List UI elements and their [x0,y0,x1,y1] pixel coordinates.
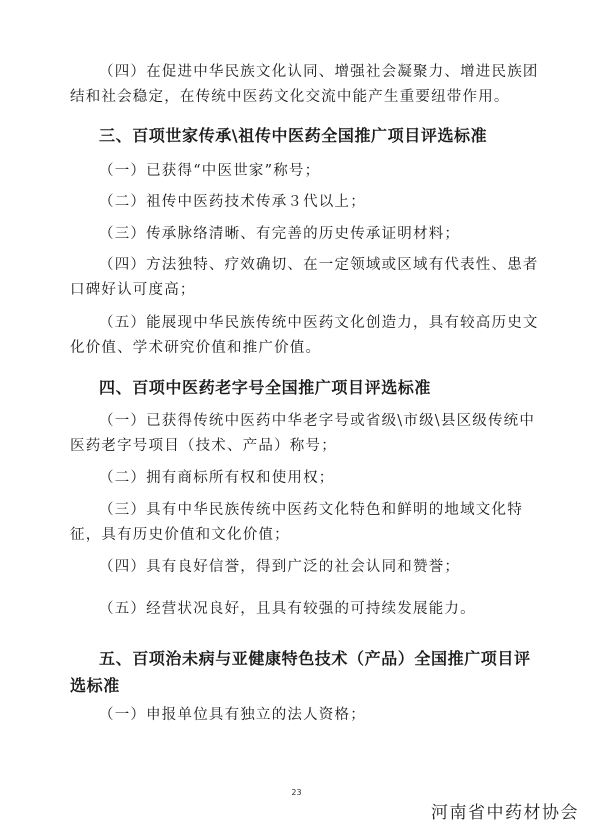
section-3-item-5: （五）能展现中华民族传统中医药文化创造力，具有较高历史文化价值、学术研究价值和推广价值。 [70,315,539,356]
section-3-item-3: （三）传承脉络清晰、有完善的历史传承证明材料； [99,226,461,242]
section-4-item-2: （二）拥有商标所有权和使用权； [99,470,335,486]
paragraph-item-4-top: （四）在促进中华民族文化认同、增强社会凝聚力、增进民族团结和社会稳定，在传统中医药文化交流中能产生重要纽带作用。 [70,64,539,105]
section-3-item-4: （四）方法独特、疗效确切、在一定领域或区域有代表性、患者口碑好认可度高； [70,257,539,298]
section-4-item-5: （五）经营状况良好，且具有较强的可持续发展能力。 [99,601,476,617]
section-4-item-3: （三）具有中华民族传统中医药文化特色和鲜明的地域文化特征，具有历史价值和文化价值； [70,502,523,543]
section-5-heading: 五、百项治未病与亚健康特色技术（产品）全国推广项目评选标准 [70,649,531,695]
section-5-item-1: （一）申报单位具有独立的法人资格； [99,707,366,723]
section-3-heading: 三、百项世家传承\祖传中医药全国推广项目评选标准 [99,126,488,145]
section-4-item-1: （一）已获得传统中医药中华老字号或省级\市级\县区级传统中医药老字号项目（技术、产品）称号； [70,413,536,454]
section-3-item-2: （二）祖传中医药技术传承３代以上； [99,194,366,210]
page-number: 23 [291,788,302,797]
section-4-item-4: （四）具有良好信誉，得到广泛的社会认同和赞誉； [99,559,461,575]
section-3-item-1: （一）已获得“中医世家”称号； [99,163,321,179]
association-watermark: 河南省中药材协会 [431,803,579,823]
section-4-heading: 四、百项中医药老字号全国推广项目评选标准 [99,378,432,397]
